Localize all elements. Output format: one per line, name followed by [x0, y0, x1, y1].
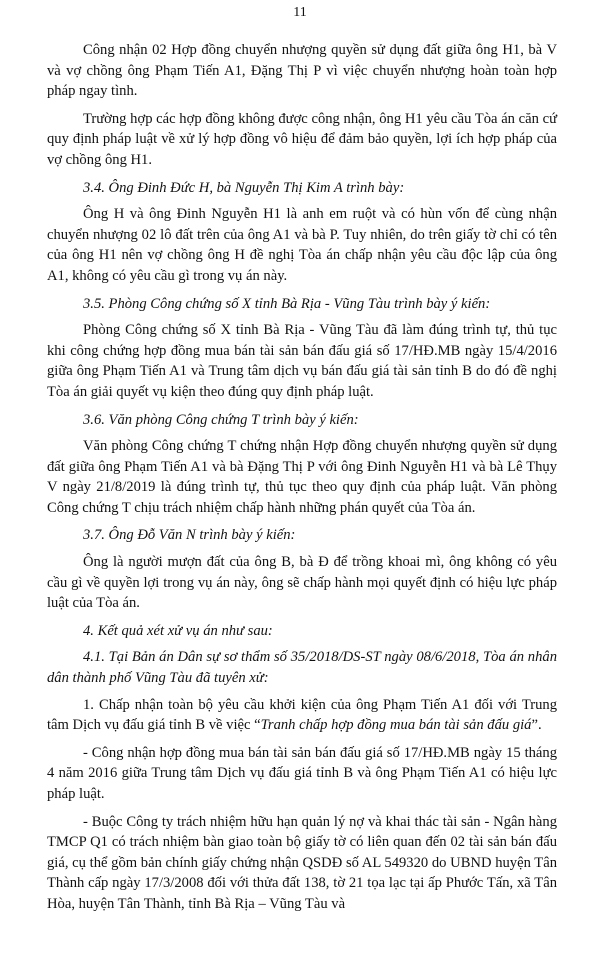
section-heading: 3.7. Ông Đỗ Văn N trình bày ý kiến: — [83, 527, 296, 544]
ruling-paragraph: - Buộc Công ty trách nhiệm hữu hạn quản lý nợ và khai thác tài sản - Ngân hàng TMCP Q1 có trách nhiệm bàn giao toàn bộ giấy tờ có liên quan đến 02 tài sản bán đấu giá, cụ thể gồm bản chính giấy chứng nhận QSDĐ số AL 549320 do UBND huyện Tân Thành cấp ngày 17/3/2008 đối với thửa đất 138, tờ 21 tọa lạc tại ấp Phước Tấn, xã Tân Hòa, huyện Tân Thành, tỉnh Bà Rịa – Vũng Tàu và — [47, 813, 557, 912]
section-heading: 3.6. Văn phòng Công chứng T trình bày ý kiến: — [83, 411, 359, 428]
paragraph: Trường hợp các hợp đồng không được công nhận, ông H1 yêu cầu Tòa án căn cứ quy định pháp luật về xử lý hợp đồng vô hiệu để đảm bảo quyền, lợi ích hợp pháp của vợ chồng ông H1. — [47, 110, 557, 168]
section-heading: 4.1. Tại Bản án Dân sự sơ thẩm số 35/2018/DS-ST ngày 08/6/2018, Tòa án nhân dân thành phố Vũng Tàu đã tuyên xử: — [47, 649, 557, 687]
section-heading: 3.4. Ông Đinh Đức H, bà Nguyễn Thị Kim A trình bày: — [83, 179, 405, 196]
paragraph: Phòng Công chứng số X tỉnh Bà Rịa - Vũng Tàu đã làm đúng trình tự, thủ tục khi công chứng hợp đồng mua bán tài sản bán đấu giá số 17/HĐ.MB ngày 15/4/2016 giữa ông Phạm Tiến A1 và Trung tâm dịch vụ bán đấu giá tài sản tỉnh B do đó đề nghị Tòa án giải quyết vụ kiện theo đúng quy định pháp luật. — [47, 322, 557, 400]
ruling-quote: Tranh chấp hợp đồng mua bán tài sản đấu giá — [260, 717, 532, 734]
ruling-text: 1. Chấp nhận toàn bộ yêu cầu khởi kiện của ông Phạm Tiến A1 đối với Trung tâm Dịch vụ đấu giá tỉnh B về việc “ — [47, 696, 557, 734]
paragraph: Ông H và ông Đinh Nguyễn H1 là anh em ruột và có hùn vốn để cùng nhận chuyển nhượng 02 lô đất trên của ông A1 và bà P. Tuy nhiên, do trên giấy tờ chỉ có tên của ông H1 nên vợ chồng ông H đề nghị Tòa án chấp nhận yêu cầu độc lập của ông A1, không có yêu cầu gì trong vụ án này. — [47, 206, 557, 284]
paragraph: Văn phòng Công chứng T chứng nhận Hợp đồng chuyển nhượng quyền sử dụng đất giữa ông Phạm Tiến A1 và bà Đặng Thị P với ông Đinh Nguyễn H1 và bà Lê Thụy V ngày 21/8/2019 là đúng trình tự, thủ tục theo quy định của pháp luật. Văn phòng Công chứng T chịu trách nhiệm chấp hành những phán quyết của Tòa án. — [47, 438, 557, 516]
section-heading: 3.5. Phòng Công chứng số X tỉnh Bà Rịa - Vũng Tàu trình bày ý kiến: — [83, 295, 491, 312]
page-number: 11 — [293, 5, 307, 20]
document-body — [47, 40, 557, 922]
section-heading: 4. Kết quả xét xử vụ án như sau: — [83, 622, 273, 639]
ruling-paragraph: - Công nhận hợp đồng mua bán tài sản bán đấu giá số 17/HĐ.MB ngày 15 tháng 4 năm 2016 giữa Trung tâm Dịch vụ đấu giá tỉnh B và ông Phạm Tiến A1 có hiệu lực pháp luật. — [47, 744, 557, 802]
paragraph: Công nhận 02 Hợp đồng chuyển nhượng quyền sử dụng đất giữa ông H1, bà V và vợ chồng ông Phạm Tiến A1, Đặng Thị P vì việc chuyển nhượng hoàn toàn hợp pháp ngay tình. — [47, 42, 557, 100]
ruling-paragraph — [47, 695, 557, 736]
paragraph: Ông là người mượn đất của ông B, bà Đ để trồng khoai mì, ông không có yêu cầu gì về quyền lợi trong vụ án này, ông sẽ chấp hành mọi quyết định có hiệu lực pháp luật của Tòa án. — [47, 554, 557, 612]
ruling-text-end: ”. — [531, 717, 542, 734]
